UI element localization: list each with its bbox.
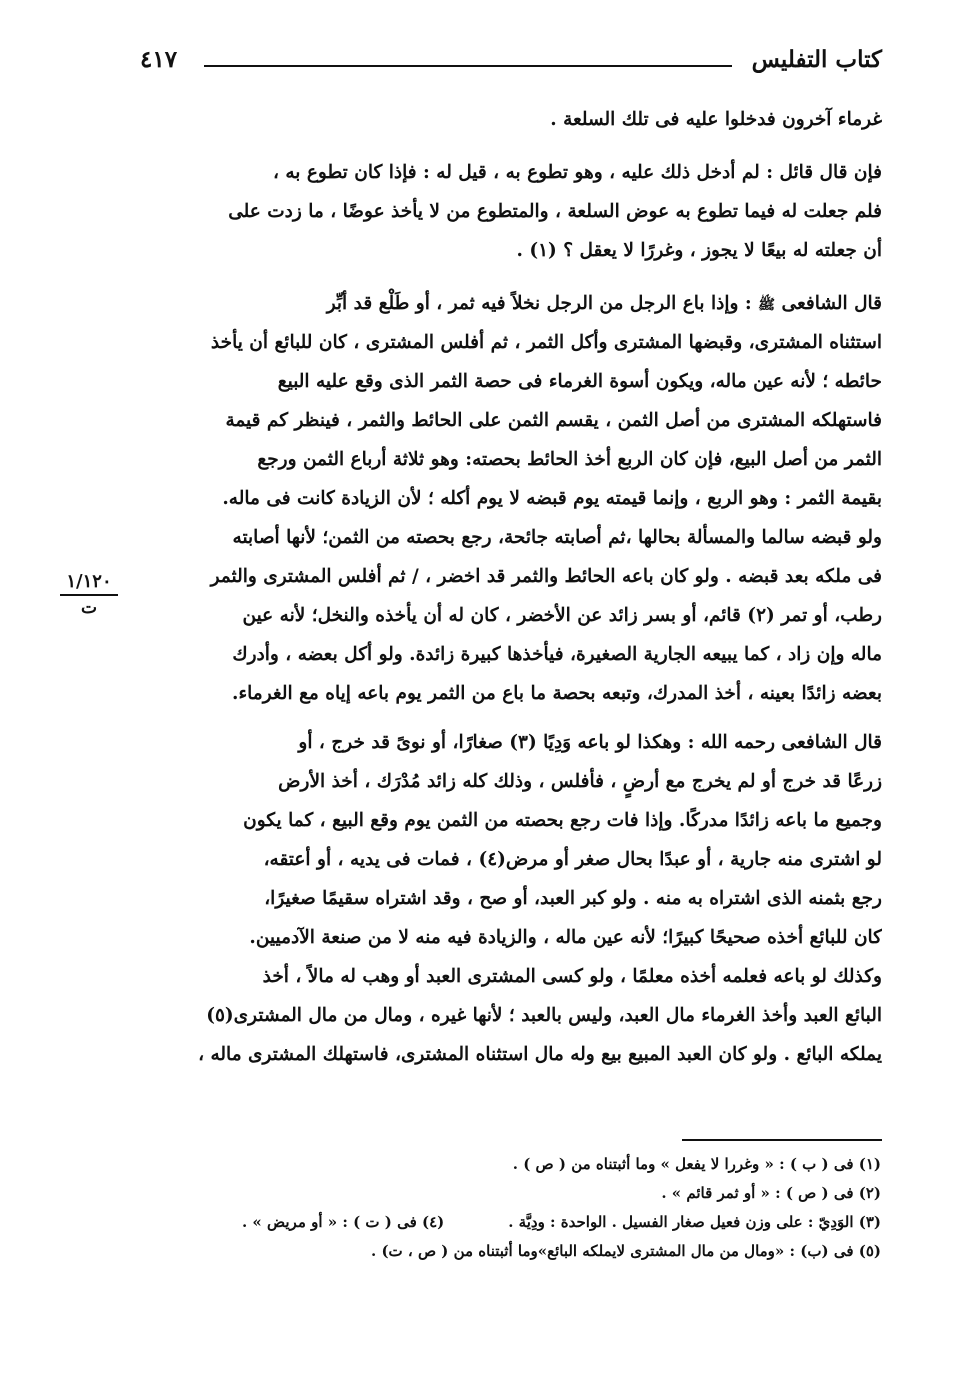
margin-folio-number: ١/١٢٠ bbox=[60, 571, 118, 596]
paragraph-gap bbox=[150, 139, 882, 153]
paragraph-gap bbox=[150, 270, 882, 284]
text-line: البائع العبد وأخذ الغرماء مال العبد، وليس بالعبد ؛ لأنها غيره ، ومال من مال المشترى(٥) bbox=[206, 1005, 882, 1026]
text-line: حائطه ؛ لأنه عين ماله، ويكون أسوة الغرماء فى حصة الثمر الذى وقع عليه البيع bbox=[277, 371, 882, 392]
header-rule bbox=[204, 65, 732, 67]
page-number: ٤١٧ bbox=[140, 46, 178, 73]
footnote-4: (٤) فى ( ت ) : « أو مريض » . bbox=[241, 1213, 445, 1231]
text-line: كان للبائع أخذه صحيحًا كبيرًا؛ لأنه عين ماله ، والزيادة فيه منه لا من صنعة الآدميين. bbox=[249, 927, 882, 948]
paragraph-2 bbox=[150, 153, 882, 270]
text-line bbox=[150, 284, 882, 323]
footnotes bbox=[161, 1150, 881, 1266]
text-line: فلم جعلت له فيما تطوع به عوض السلعة ، والمتطوع من لا يأخذ عوضًا ، ما زدت على bbox=[228, 201, 882, 222]
speaker-name: قال الشافعى bbox=[781, 293, 882, 314]
margin-folio-side: ت bbox=[80, 598, 97, 618]
text-line: ولو قبضه سالما والمسألة بحالها ،ثم أصابته جائحة، رجع بحصته من الثمن؛ لأنها أصابته bbox=[232, 527, 882, 548]
text-line: زرعًا قد خرج أو لم يخرج مع أرضٍ ، فأفلس ، وذلك كله زائد مُدْرَك ، أخذ الأرض bbox=[278, 771, 882, 792]
text-line: بعضه زائدًا بعينه ، أخذ المدرك، وتبعه بحصة ما باع من الثمر يوم باعه إياه مع الغرماء. bbox=[232, 683, 882, 704]
text-line: فاستهلكه المشترى من أصل الثمن ، يقسم الثمن على الحائط والثمر ، فينظر كم قيمة bbox=[225, 410, 882, 431]
footnote-row-3-4 bbox=[161, 1208, 881, 1237]
text-line: أن جعلته له بيعًا لا يجوز ، وغررًا لا يعقل ؟ (١) . bbox=[516, 240, 882, 261]
paragraph-gap bbox=[150, 713, 882, 723]
text-line: استثناه المشترى، وقبضها المشترى وأكل الثمر ، ثم أفلس المشترى ، كان للبائع أن يأخذ bbox=[210, 332, 882, 353]
margin-folio-note bbox=[60, 571, 118, 618]
honorific-glyph: ﷺ bbox=[758, 297, 776, 313]
text-line: فإن قال قائل : لم أدخل ذلك عليه ، وهو تطوع به ، قيل له : فإذا كان تطوع به ، bbox=[272, 162, 882, 183]
text-line: الثمر من أصل البيع، فإن كان الربع أخذ الحائط بحصته: وهو ثلاثة أرباع الثمن ورجع bbox=[257, 449, 882, 470]
paragraph-3 bbox=[150, 284, 882, 713]
text-line: وكذلك لو باعه فعلمه أخذه معلمًا ، ولو كسى المشترى العبد أو وهب له مالاً ، أخذ bbox=[262, 966, 882, 987]
running-title: كتاب التفليس bbox=[751, 46, 882, 73]
footnote-2: (٢) فى ( ص ) : « أو ثمر قائم » . bbox=[661, 1184, 881, 1202]
footnote-3: (٣) الوَدِيّ : على وزن فعيل صغار الفسيل . الواحدة : ودِيَّة . bbox=[508, 1213, 881, 1231]
footnote-1: (١) فى ( ب ) : « وغررا لا يفعل » وما أثبتناه من ( ص ) . bbox=[512, 1155, 881, 1173]
text-line: وجميع ما باعه زائدًا مدركًا. وإذا فات رجع بحصته من الثمن يوم وقع البيع ، كما يكون bbox=[243, 810, 882, 831]
paragraph-4 bbox=[150, 723, 882, 1074]
text-segment: رحمه الله : وهكذا لو باعه وَدِيًا (٣) صغارًا، أو نوىً قد خرج ، أو bbox=[298, 732, 782, 753]
footnote-rule bbox=[682, 1139, 882, 1141]
text-line: رجع بثمنه الذى اشتراه به منه . ولو كبر العبد، أو صح ، وقد اشتراه سقيمًا صغيرًا، bbox=[264, 888, 882, 909]
text-line: بقيمة الثمر : وهو الربع ، وإنما قيمته يوم قبضه لا يوم أكله ؛ لأن الزيادة كانت فى ماله. bbox=[222, 488, 882, 509]
text-line: يملكه البائع . ولو كان العبد المبيع بيع وله مال استثناه المشترى، فاستهلك المشترى ماله ، bbox=[198, 1044, 882, 1065]
text-line: لو اشترى منه جارية ، أو عبدًا بحال صغر أو مرض(٤) ، فمات فى يديه ، أو أعتقه، bbox=[263, 849, 882, 870]
text-line: فى ملكه بعد قبضه . ولو كان باعه الحائط والثمر قد اخضر ، / ثم أفلس المشترى والثمر bbox=[210, 566, 882, 587]
text-segment: : وإذا باع الرجل من الرجل نخلاً فيه ثمر ، أو طَلْع قد أبِّر bbox=[326, 293, 759, 314]
page-header bbox=[140, 46, 882, 86]
text-line: رطب، أو تمر (٢) قائم، أو بسر زائد عن الأخضر ، كان له أن يأخذه والنخل؛ لأنه عين bbox=[242, 605, 882, 626]
paragraph-1 bbox=[150, 100, 882, 139]
main-text bbox=[150, 100, 882, 1074]
footnote-5: (٥) فى (ب) : «ومال من مال المشترى لايملكه البائع»وما أثبتناه من ( ص ، ت) . bbox=[371, 1242, 881, 1260]
text-line bbox=[150, 723, 882, 762]
speaker-name: قال الشافعى bbox=[781, 732, 882, 753]
text-line: ماله وإن زاد ، كما يبيعه الجارية الصغيرة، فيأخذها كبيرة زائدة. ولو أكل بعضه ، وأدرك bbox=[232, 644, 882, 665]
text-line: غرماء آخرون فدخلوا عليه فى تلك السلعة . bbox=[550, 109, 882, 130]
